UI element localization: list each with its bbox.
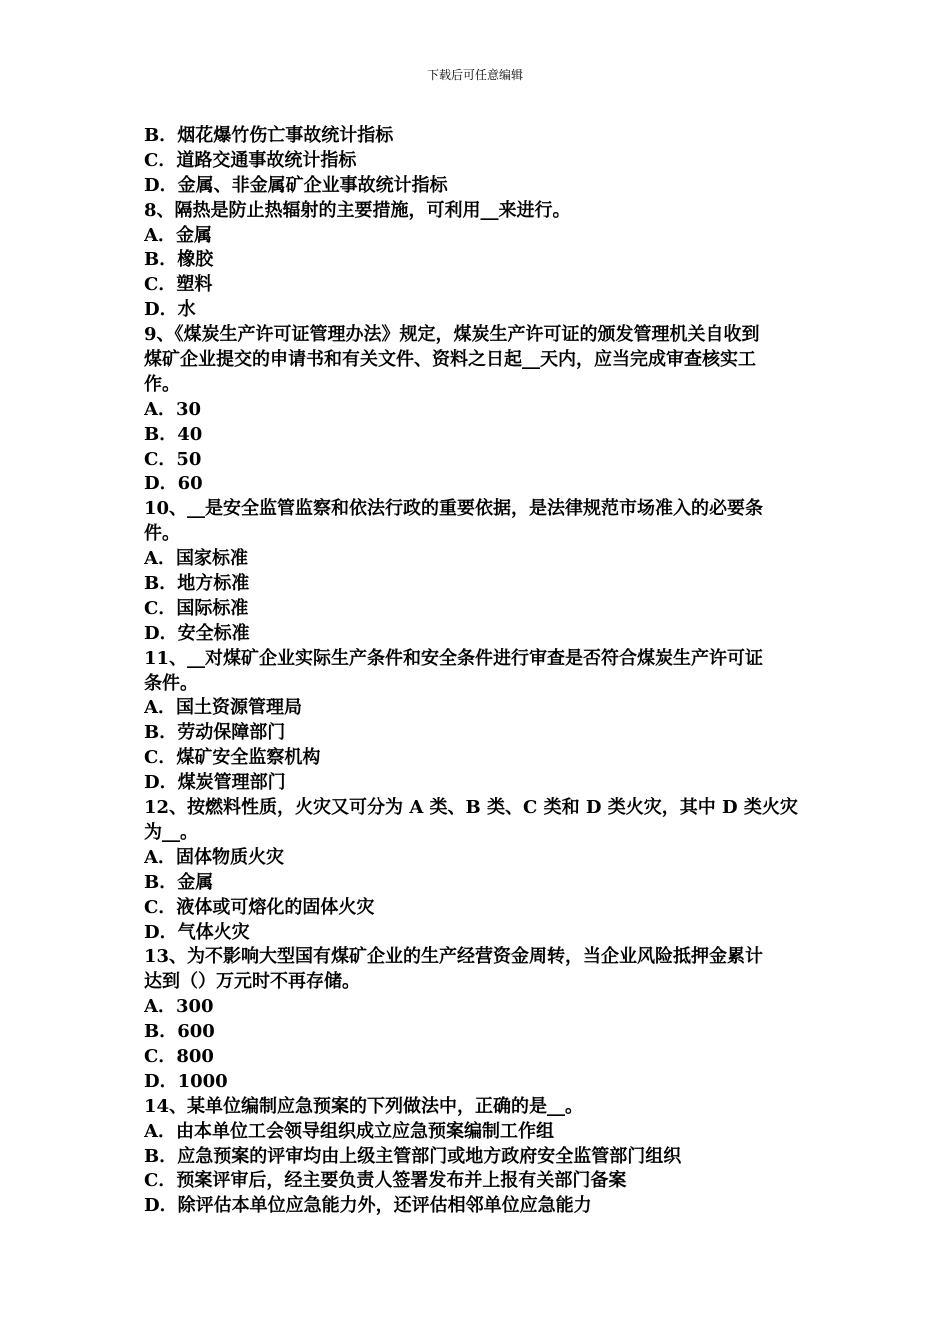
question-12-continued: 为__。 <box>144 821 198 843</box>
question-14: 14、某单位编制应急预案的下列做法中，正确的是__。 <box>144 1095 584 1117</box>
option-b: B．劳动保障部门 <box>144 722 286 744</box>
option-c: C．800 <box>144 1045 214 1067</box>
option-b: B．应急预案的评审均由上级主管部门或地方政府安全监管部门组织 <box>144 1145 682 1167</box>
option-c: C．道路交通事故统计指标 <box>144 149 357 171</box>
question-9: 9、《煤炭生产许可证管理办法》规定，煤炭生产许可证的颁发管理机关自收到 <box>144 324 760 346</box>
option-c: C．煤矿安全监察机构 <box>144 747 321 769</box>
option-d: D．煤炭管理部门 <box>144 772 286 794</box>
question-11: 11、__对煤矿企业实际生产条件和安全条件进行审查是否符合煤炭生产许可证 <box>144 647 764 669</box>
option-a: A．由本单位工会领导组织成立应急预案编制工作组 <box>144 1120 554 1142</box>
option-d: D．1000 <box>144 1070 228 1092</box>
question-13-continued: 达到（）万元时不再存储。 <box>144 971 360 993</box>
question-10-continued: 件。 <box>144 523 180 545</box>
option-a: A．固体物质火灾 <box>144 846 284 868</box>
page-header: 下载后可任意编辑 <box>426 68 523 82</box>
option-a: A．300 <box>144 996 214 1018</box>
option-b: B．600 <box>144 1021 215 1043</box>
question-8: 8、隔热是防止热辐射的主要措施，可利用__来进行。 <box>144 199 571 221</box>
option-d: D．除评估本单位应急能力外，还评估相邻单位应急能力 <box>144 1195 592 1217</box>
option-a: A．金属 <box>144 224 212 246</box>
option-d: D．气体火灾 <box>144 921 250 943</box>
option-c: C．50 <box>144 448 202 470</box>
question-9-continued: 作。 <box>144 373 180 395</box>
option-a: A．国土资源管理局 <box>144 697 302 719</box>
question-9-continued: 煤矿企业提交的申请书和有关文件、资料之日起__天内，应当完成审查核实工 <box>144 349 756 371</box>
option-b: B．烟花爆竹伤亡事故统计指标 <box>144 125 394 146</box>
option-a: A．30 <box>144 398 202 420</box>
option-b: B．橡胶 <box>144 249 214 271</box>
question-11-continued: 条件。 <box>144 672 198 694</box>
option-d: D．金属、非金属矿企业事故统计指标 <box>144 174 448 196</box>
option-d: D．水 <box>144 299 196 321</box>
question-10: 10、__是安全监管监察和依法行政的重要依据，是法律规范市场准入的必要条 <box>144 498 764 520</box>
option-b: B．地方标准 <box>144 573 250 595</box>
option-a: A．国家标准 <box>144 548 248 570</box>
option-b: B．40 <box>144 423 203 445</box>
option-c: C．液体或可熔化的固体火灾 <box>144 896 375 918</box>
option-c: C．预案评审后，经主要负责人签署发布并上报有关部门备案 <box>144 1170 627 1192</box>
option-c: C．国际标准 <box>144 597 249 619</box>
option-d: D．60 <box>144 473 203 495</box>
option-d: D．安全标准 <box>144 622 250 644</box>
question-13: 13、为不影响大型国有煤矿企业的生产经营资金周转，当企业风险抵押金累计 <box>144 946 764 968</box>
document-body <box>144 124 808 1219</box>
option-b: B．金属 <box>144 871 214 893</box>
option-c: C．塑料 <box>144 274 213 296</box>
question-12: 12、按燃料性质，火灾又可分为 A 类、B 类、C 类和 D 类火灾，其中 D 类火灾 <box>144 797 798 819</box>
